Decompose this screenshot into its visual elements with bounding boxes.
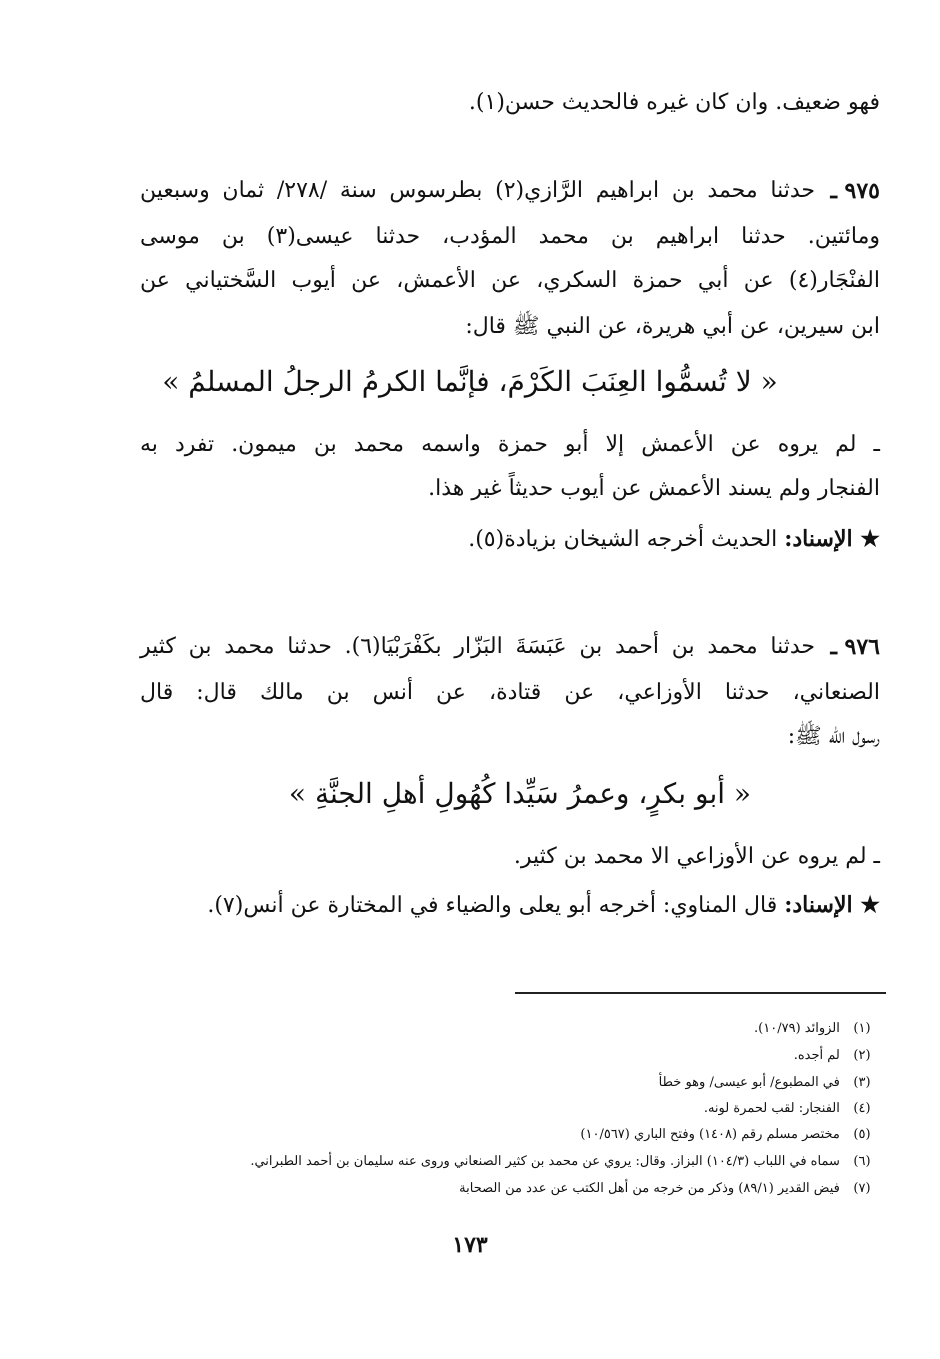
isnad-line: حدثنا محمد بن أحمد بن عَبَسَةَ البَزّار بكَفْرَبْيَا(٦). حدثنا محمد بن كثير [140,634,815,659]
footnote-text: الزوائد (١٠/٧٩). [754,1021,840,1036]
hadith-text: « لا تُسمُّوا العِنَبَ الكَرْمَ، فإنَّما الكرمُ الرجلُ المسلمُ » [162,365,778,398]
isnad-grading-text: الحديث أخرجه الشيخان بزيادة(٥). [468,527,778,552]
isnad-line: رسول الله ﷺ: [787,724,880,749]
isnad-grading [140,890,880,921]
footnote-text: مختصر مسلم رقم (١٤٠٨) وفتح الباري (١٠/٥٦٧) [580,1127,840,1142]
footnote [100,1047,880,1065]
isnad-line: ابن سيرين، عن أبي هريرة، عن النبي ﷺ قال: [465,314,880,339]
hadith-number: ٩٧٥ ـ [830,178,880,204]
footnote-text: فيض القدير (٨٩/١) وذكر من خرجه من أهل الكتب عن عدد من الصحابة [459,1181,840,1196]
isnad-grading-text: قال المناوي: أخرجه أبو يعلى والضياء في المختارة عن أنس(٧). [207,893,778,918]
footnote-text: الفنجار: لقب لحمرة لونه. [703,1101,840,1116]
footnote [100,1153,880,1171]
footnote-number: (٦) [853,1154,871,1169]
footnote-text: لم أجده. [793,1048,840,1063]
hadith-text: « أبو بكرٍ، وعمرُ سَيِّدا كُهُولِ أهلِ الجنَّةِ » [288,777,752,810]
footnote-text: سماه في اللباب (١٠٤/٣) البزاز. وقال: يروي عن محمد بن كثير الصنعاني وروى عنه سليمان بن أحمد الطبراني. [250,1154,840,1169]
isnad-line: ومائتين. حدثنا ابراهيم بن محمد المؤدب، حدثنا عيسى(٣) بن موسى [140,224,880,249]
intro-line: فهو ضعيف. وان كان غيره فالحديث حسن(١). [468,90,880,115]
footnote-divider [515,992,886,994]
note-line: ـ لم يروه عن الأوزاعي الا محمد بن كثير. [513,844,880,869]
footnote-text: في المطبوع/ أبو عيسى/ وهو خطأ [658,1075,840,1090]
isnad-line: حدثنا محمد بن ابراهيم الرَّازي(٢) بطرسوس سنة /٢٧٨/ ثمان وسبعين [140,178,815,203]
note-line: ـ لم يروه عن الأعمش إلا أبو حمزة واسمه محمد بن ميمون. تفرد به [140,432,880,457]
footnote [100,1100,880,1118]
footnote-number: (٥) [853,1127,871,1142]
footnote-number: (٢) [853,1048,871,1063]
note-line: الفنجار ولم يسند الأعمش عن أيوب حديثاً غير هذا. [428,476,880,501]
isnad-line: الفنْجَار(٤) عن أبي حمزة السكري، عن الأعمش، عن أيوب السَّختياني عن [140,268,880,293]
isnad-label: ★ الإسناد: [784,892,880,918]
isnad-line: الصنعاني، حدثنا الأوزاعي، عن قتادة، عن أنس بن مالك قال: قال [140,680,880,705]
footnote-number: (٧) [853,1181,871,1196]
page-number: ١٧٣ [452,1232,488,1258]
footnote [100,1020,880,1038]
footnote [100,1126,880,1144]
footnote-number: (١) [853,1021,871,1036]
footnote-number: (٣) [853,1075,871,1090]
footnote-number: (٤) [853,1101,871,1116]
footnote [100,1180,880,1198]
isnad-grading [140,524,880,555]
footnote [100,1074,880,1092]
isnad-label: ★ الإسناد: [784,526,880,552]
hadith-number: ٩٧٦ ـ [830,634,880,660]
